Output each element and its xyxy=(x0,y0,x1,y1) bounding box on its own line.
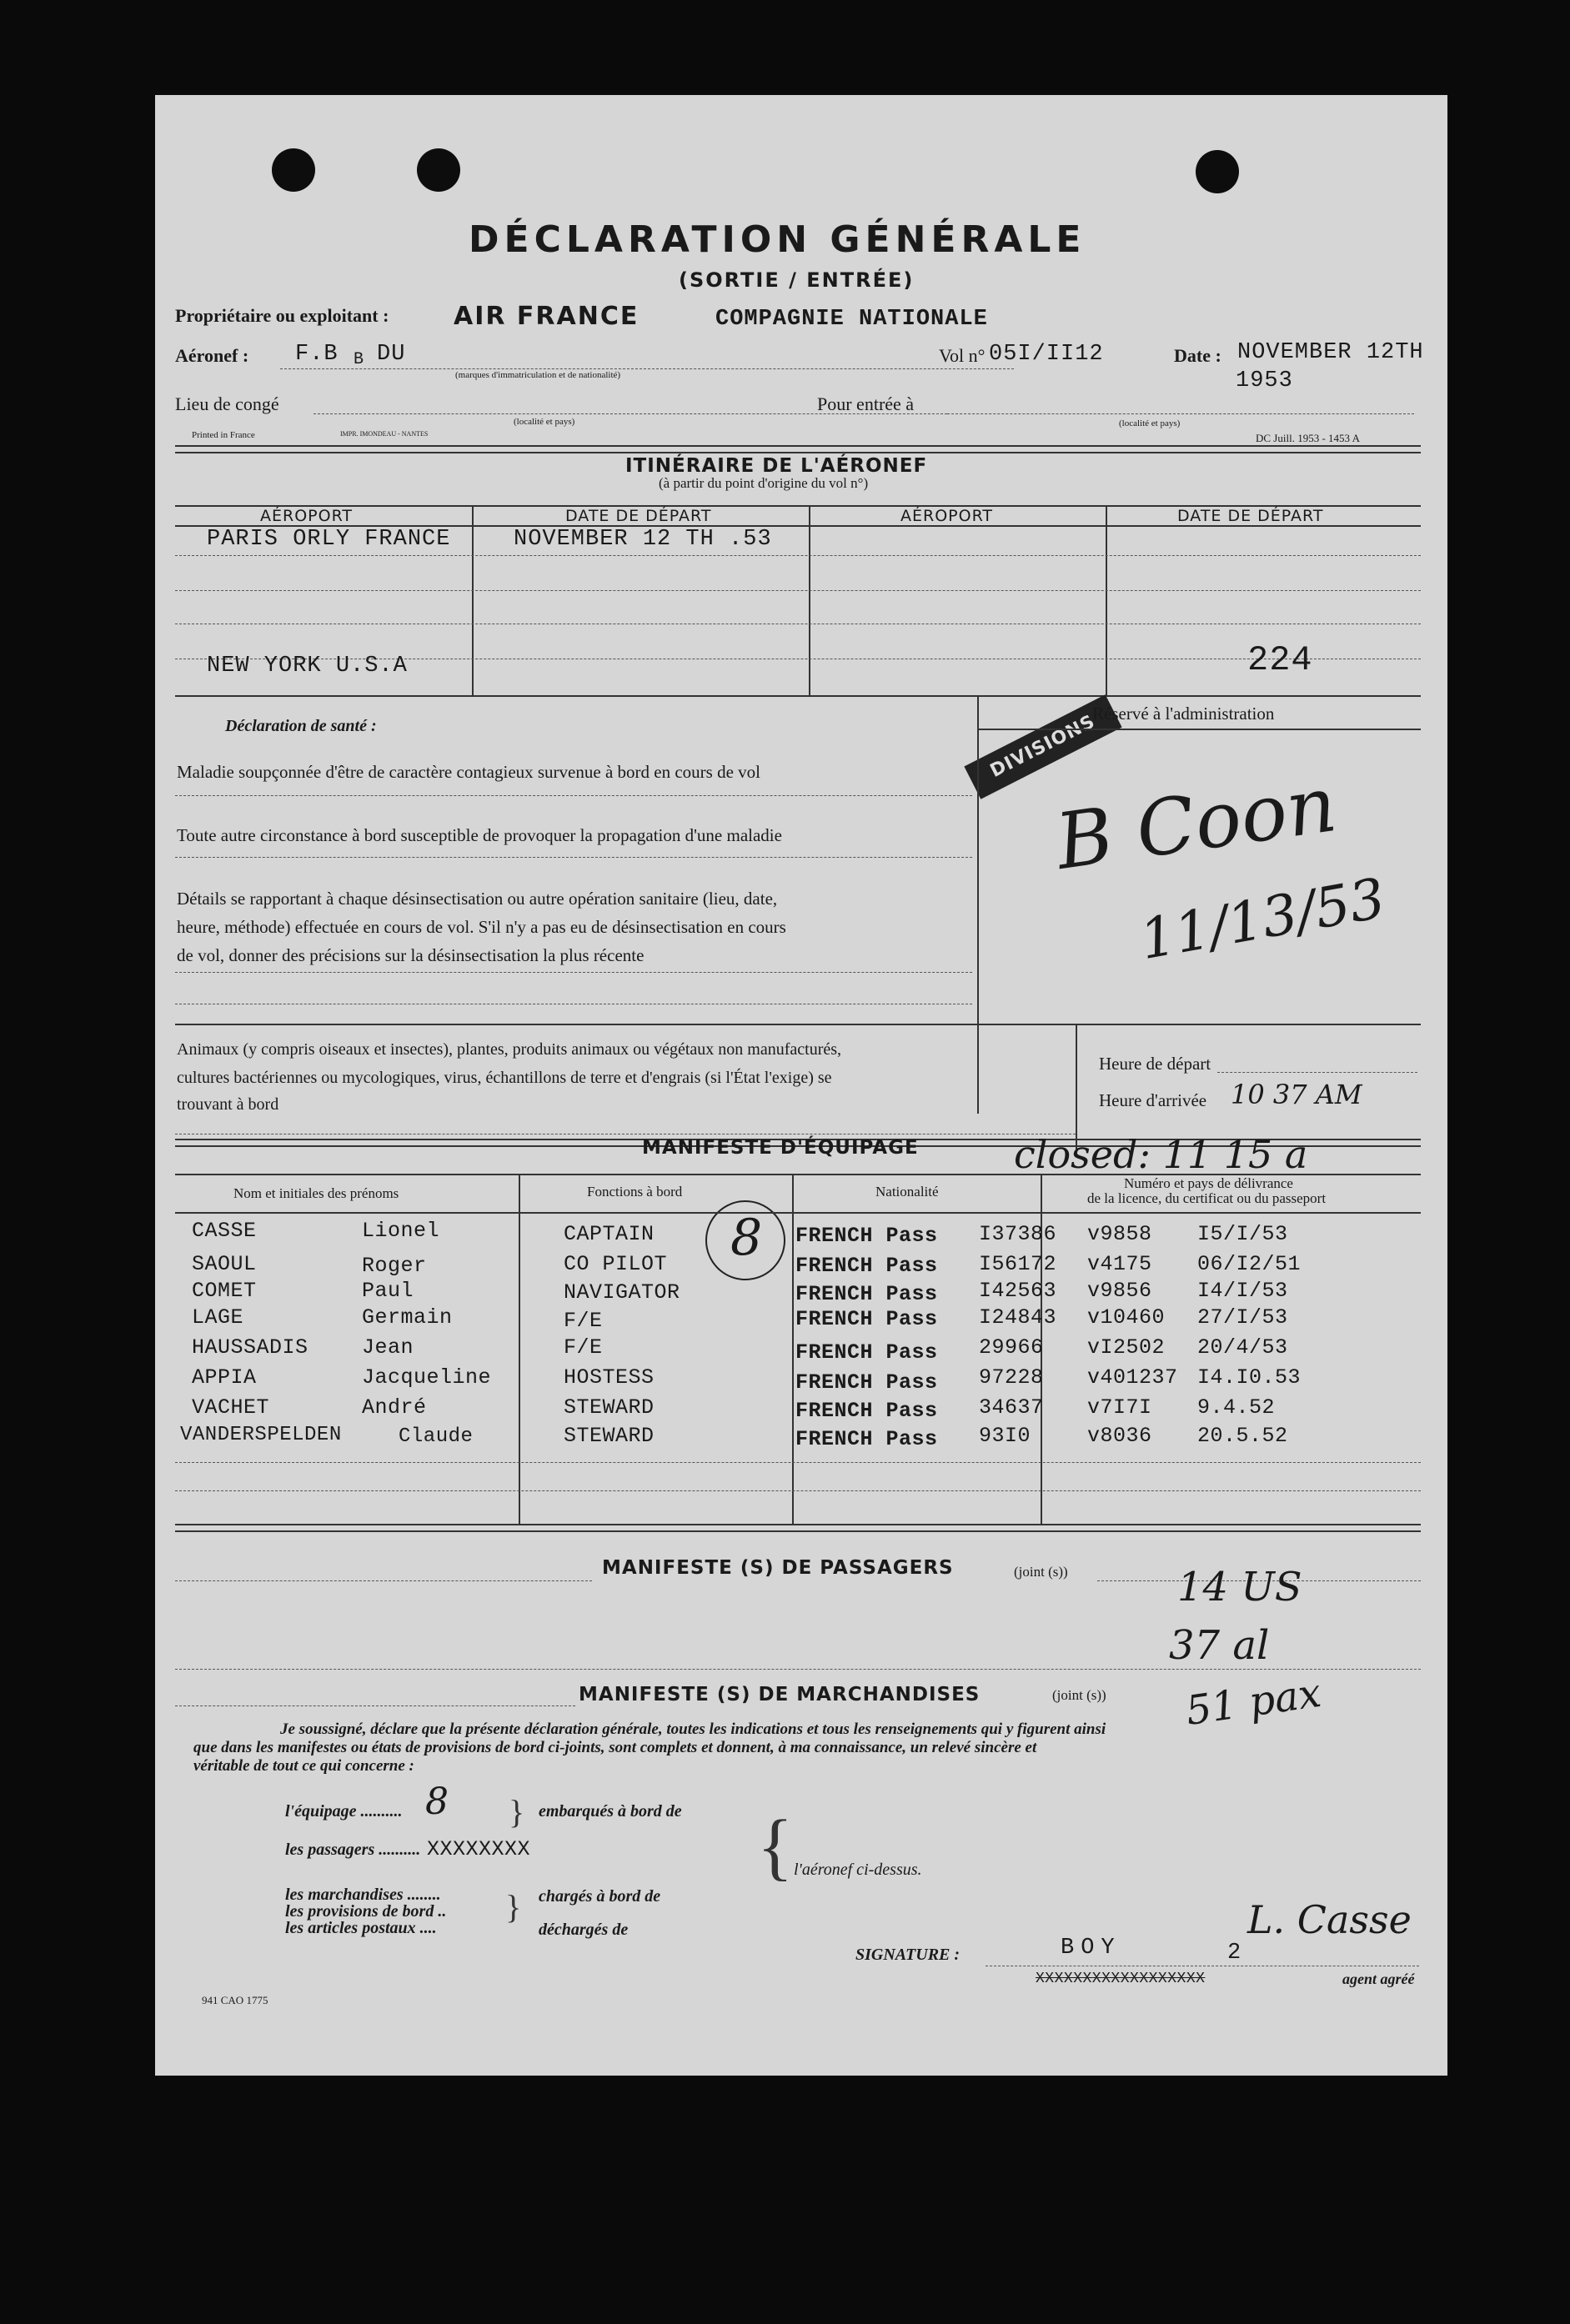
table-line xyxy=(175,1462,1421,1463)
form-code: DC Juill. 1953 - 1453 A xyxy=(1256,432,1360,444)
section-rule xyxy=(175,445,1421,453)
passengers-note-1: 14 US xyxy=(1177,1564,1302,1610)
mail-label: les articles postaux .... xyxy=(285,1919,437,1937)
crew-license: v10460 xyxy=(1087,1305,1166,1330)
crew-nationality: FRENCH Pass xyxy=(795,1340,938,1365)
entry-note: (localité et pays) xyxy=(1119,418,1181,428)
signature-label: SIGNATURE : xyxy=(855,1946,961,1964)
crew-count-label: l'équipage .......... xyxy=(285,1802,403,1821)
itinerary-title: ITINÉRAIRE DE L'AÉRONEF xyxy=(625,455,928,477)
aircraft-note: (marques d'immatriculation et de nationalité) xyxy=(455,370,621,380)
column-divider xyxy=(809,505,810,697)
signature-typed: BOY xyxy=(1061,1936,1121,1961)
table-line xyxy=(175,1212,1421,1214)
crew-function: CAPTAIN xyxy=(564,1222,655,1246)
punch-hole xyxy=(417,148,460,192)
crew-date: 9.4.52 xyxy=(1197,1395,1276,1420)
crew-surname: HAUSSADIS xyxy=(192,1335,308,1360)
departure-time-label: Heure de départ xyxy=(1099,1054,1211,1074)
animals-line-1: Animaux (y compris oiseaux et insectes), plantes, produits animaux ou végétaux non manufacturés, xyxy=(177,1040,842,1059)
crew-surname: CASSE xyxy=(192,1219,257,1243)
admin-divider xyxy=(977,695,979,1114)
passengers-title: MANIFESTE (S) DE PASSAGERS xyxy=(602,1557,954,1579)
arrival-time-value: 10 37 AM xyxy=(1231,1079,1362,1110)
cargo-joint: (joint (s)) xyxy=(1052,1687,1106,1703)
brace: } xyxy=(505,1888,522,1926)
punch-hole xyxy=(272,148,315,192)
crew-first-name: Paul xyxy=(362,1279,414,1303)
crew-surname: VANDERSPELDEN xyxy=(180,1424,342,1446)
crew-nationality: FRENCH Pass xyxy=(795,1254,938,1278)
itinerary-number: 224 xyxy=(1247,640,1313,680)
crew-date: I5/I/53 xyxy=(1197,1222,1288,1246)
health-title: Déclaration de santé : xyxy=(225,717,377,735)
column-divider xyxy=(472,505,474,697)
crew-date: 27/I/53 xyxy=(1197,1305,1288,1330)
crew-passport: I56172 xyxy=(979,1252,1057,1276)
printed-note: Printed in France xyxy=(192,430,255,440)
crew-passport: 29966 xyxy=(979,1335,1044,1360)
crew-surname: VACHET xyxy=(192,1395,270,1420)
crew-first-name: André xyxy=(362,1395,427,1420)
agent-struck: XXXXXXXXXXXXXXXXXX xyxy=(1036,1971,1206,1987)
form-title: DÉCLARATION GÉNÉRALE xyxy=(469,218,1086,261)
pax-count-label: les passagers .......... xyxy=(285,1841,421,1859)
crew-count-value: 8 xyxy=(425,1781,449,1823)
itinerary-note: (à partir du point d'origine du vol n°) xyxy=(659,475,869,491)
crew-title: MANIFESTE D'ÉQUIPAGE xyxy=(642,1137,919,1159)
document-page xyxy=(155,95,1447,2076)
punch-hole xyxy=(1196,150,1239,193)
departure-place-label: Lieu de congé xyxy=(175,393,279,414)
crew-surname: LAGE xyxy=(192,1305,244,1330)
aircraft-value: F.B xyxy=(295,342,339,367)
passengers-note-3: 51 pax xyxy=(1182,1669,1324,1735)
flight-label: Vol n° xyxy=(939,345,986,366)
crew-license: v7I7I xyxy=(1087,1395,1152,1420)
col-license-1: Numéro et pays de délivrance xyxy=(1124,1175,1293,1191)
operator-sub: COMPAGNIE NATIONALE xyxy=(715,307,988,332)
col-nationality: Nationalité xyxy=(875,1184,939,1200)
cargo-underline xyxy=(175,1705,575,1706)
crew-nationality: FRENCH Pass xyxy=(795,1370,938,1395)
crew-date: 06/I2/51 xyxy=(1197,1252,1302,1276)
arrival-time-label: Heure d'arrivée xyxy=(1099,1090,1207,1110)
col-airport-2: AÉROPORT xyxy=(900,507,993,525)
entry-underline xyxy=(947,413,1414,414)
aircraft-value-2: B xyxy=(354,350,364,369)
crew-first-name: Claude xyxy=(399,1425,474,1448)
date-year: 1953 xyxy=(1236,368,1293,393)
crew-passport: 93I0 xyxy=(979,1424,1031,1448)
circled-number-value: 8 xyxy=(730,1209,763,1267)
col-name: Nom et initiales des prénoms xyxy=(233,1185,399,1201)
passengers-underline xyxy=(175,1580,592,1581)
operator-name: AIR FRANCE xyxy=(454,302,640,331)
origin-date: NOVEMBER 12 TH .53 xyxy=(514,527,772,552)
crew-function: NAVIGATOR xyxy=(564,1280,680,1305)
health-line-3c: de vol, donner des précisions sur la désinsectisation la plus récente xyxy=(177,945,645,965)
crew-license: v4175 xyxy=(1087,1252,1152,1276)
pax-count-value: XXXXXXXX xyxy=(427,1837,531,1861)
crew-date: I4.I0.53 xyxy=(1197,1365,1302,1390)
column-divider xyxy=(1106,505,1107,697)
animals-line-2: cultures bactériennes ou mycologiques, virus, échantillons de terre et d'engrais (si l'État l'exige) se xyxy=(177,1069,832,1087)
loaded-label: chargés à bord de xyxy=(539,1887,661,1906)
declaration-line-1: Je soussigné, déclare que la présente déclaration générale, toutes les indications et tous les renseignements qui y figurent ainsi xyxy=(280,1720,1106,1738)
crew-nationality: FRENCH Pass xyxy=(795,1427,938,1451)
col-date: DATE DE DÉPART xyxy=(565,507,712,525)
destination-airport: NEW YORK U.S.A xyxy=(207,654,408,679)
aircraft-above-label: l'aéronef ci-dessus. xyxy=(794,1861,922,1879)
provisions-label: les provisions de bord .. xyxy=(285,1902,447,1921)
column-divider xyxy=(792,1174,794,1525)
crew-license: v9858 xyxy=(1087,1222,1152,1246)
cargo-title: MANIFESTE (S) DE MARCHANDISES xyxy=(579,1684,981,1705)
admin-signature: B Coon xyxy=(1051,759,1342,887)
crew-license: vI2502 xyxy=(1087,1335,1166,1360)
crew-date: 20/4/53 xyxy=(1197,1335,1288,1360)
crew-function: F/E xyxy=(564,1335,603,1360)
health-underline xyxy=(175,795,972,796)
crew-function: STEWARD xyxy=(564,1424,655,1448)
table-line xyxy=(175,555,1421,556)
departure-place-note: (localité et pays) xyxy=(514,417,575,427)
health-line-3b: heure, méthode) effectuée en cours de vol. S'il n'y a pas eu de désinsectisation en cours xyxy=(177,917,786,937)
crew-passport: 97228 xyxy=(979,1365,1044,1390)
health-underline xyxy=(175,972,972,973)
crew-first-name: Lionel xyxy=(362,1219,440,1243)
flight-value: 05I/II12 xyxy=(989,342,1104,367)
table-line xyxy=(175,590,1421,591)
crew-closed-note: closed: 11 15 a xyxy=(1014,1132,1308,1177)
crew-function: STEWARD xyxy=(564,1395,655,1420)
crew-surname: SAOUL xyxy=(192,1252,257,1276)
admin-title: Réservé à l'administration xyxy=(1092,704,1275,724)
crew-nationality: FRENCH Pass xyxy=(795,1224,938,1248)
col-date-2: DATE DE DÉPART xyxy=(1177,507,1324,525)
crew-nationality: FRENCH Pass xyxy=(795,1399,938,1423)
crew-passport: 34637 xyxy=(979,1395,1044,1420)
table-line xyxy=(175,695,1421,697)
col-airport: AÉROPORT xyxy=(260,507,353,525)
admin-line xyxy=(977,729,1421,730)
crew-function: F/E xyxy=(564,1309,603,1333)
unloaded-label: déchargés de xyxy=(539,1921,629,1939)
crew-license: v401237 xyxy=(1087,1365,1178,1390)
crew-nationality: FRENCH Pass xyxy=(795,1307,938,1331)
brace: } xyxy=(509,1793,525,1831)
crew-license: v9856 xyxy=(1087,1279,1152,1303)
aircraft-value-3: DU xyxy=(377,342,406,367)
date-value: NOVEMBER 12TH xyxy=(1237,340,1424,365)
agent-label: agent agréé xyxy=(1342,1971,1415,1987)
col-function: Fonctions à bord xyxy=(587,1184,683,1200)
crew-first-name: Jean xyxy=(362,1335,414,1360)
crew-license: v8036 xyxy=(1087,1424,1152,1448)
col-license-2: de la licence, du certificat ou du passeport xyxy=(1087,1190,1327,1206)
crew-first-name: Germain xyxy=(362,1305,453,1330)
declaration-line-2: que dans les manifestes ou états de provisions de bord ci-joints, sont complets et donnent, à ma connaissance, un relevé sincère et xyxy=(193,1739,1037,1756)
divisions-stamp: DIVISIONS xyxy=(964,694,1121,799)
crew-first-name: Roger xyxy=(362,1254,427,1278)
embarked-label: embarqués à bord de xyxy=(539,1802,682,1821)
departure-time-underline xyxy=(1217,1072,1417,1073)
crew-passport: I42563 xyxy=(979,1279,1057,1303)
footer-code: 941 CAO 1775 xyxy=(202,1994,268,2006)
aircraft-underline xyxy=(280,368,1014,369)
column-divider xyxy=(519,1174,520,1525)
date-label: Date : xyxy=(1174,345,1221,366)
goods-label: les marchandises ........ xyxy=(285,1886,441,1904)
crew-function: CO PILOT xyxy=(564,1252,668,1276)
health-line-1: Maladie soupçonnée d'être de caractère contagieux survenue à bord en cours de vol xyxy=(177,762,760,782)
crew-passport: I24843 xyxy=(979,1305,1057,1330)
crew-first-name: Jacqueline xyxy=(362,1365,492,1390)
health-line-3a: Détails se rapportant à chaque désinsectisation ou autre opération sanitaire (lieu, date, xyxy=(177,889,778,909)
crew-nationality: FRENCH Pass xyxy=(795,1282,938,1306)
passengers-note-2: 37 al xyxy=(1169,1622,1270,1669)
table-line xyxy=(175,1490,1421,1491)
health-underline xyxy=(175,857,972,858)
section-line xyxy=(175,1669,1421,1670)
form-subtitle: (SORTIE / ENTRÉE) xyxy=(679,268,915,292)
signature-mark: 2 xyxy=(1227,1941,1242,1966)
passengers-joint: (joint (s)) xyxy=(1014,1564,1068,1580)
crew-surname: COMET xyxy=(192,1279,257,1303)
crew-surname: APPIA xyxy=(192,1365,257,1390)
entry-label: Pour entrée à xyxy=(817,393,915,414)
declaration-line-3: véritable de tout ce qui concerne : xyxy=(193,1757,414,1775)
health-line-2: Toute autre circonstance à bord susceptible de provoquer la propagation d'une maladie xyxy=(177,825,782,845)
crew-function: HOSTESS xyxy=(564,1365,655,1390)
crew-passport: I37386 xyxy=(979,1222,1057,1246)
admin-signature-date: 11/13/53 xyxy=(1135,865,1390,973)
section-line xyxy=(175,1024,1421,1025)
animals-line-3: trouvant à bord xyxy=(177,1095,279,1114)
origin-airport: PARIS ORLY FRANCE xyxy=(207,527,451,552)
section-rule xyxy=(175,1524,1421,1532)
operator-label: Propriétaire ou exploitant : xyxy=(175,305,389,326)
aircraft-label: Aéronef : xyxy=(175,345,249,366)
brace: { xyxy=(757,1806,794,1888)
signature-handwritten: L. Casse xyxy=(1247,1897,1412,1942)
crew-date: I4/I/53 xyxy=(1197,1279,1288,1303)
printer-note: IMPR. IMONDEAU - NANTES xyxy=(340,430,429,438)
crew-date: 20.5.52 xyxy=(1197,1424,1288,1448)
